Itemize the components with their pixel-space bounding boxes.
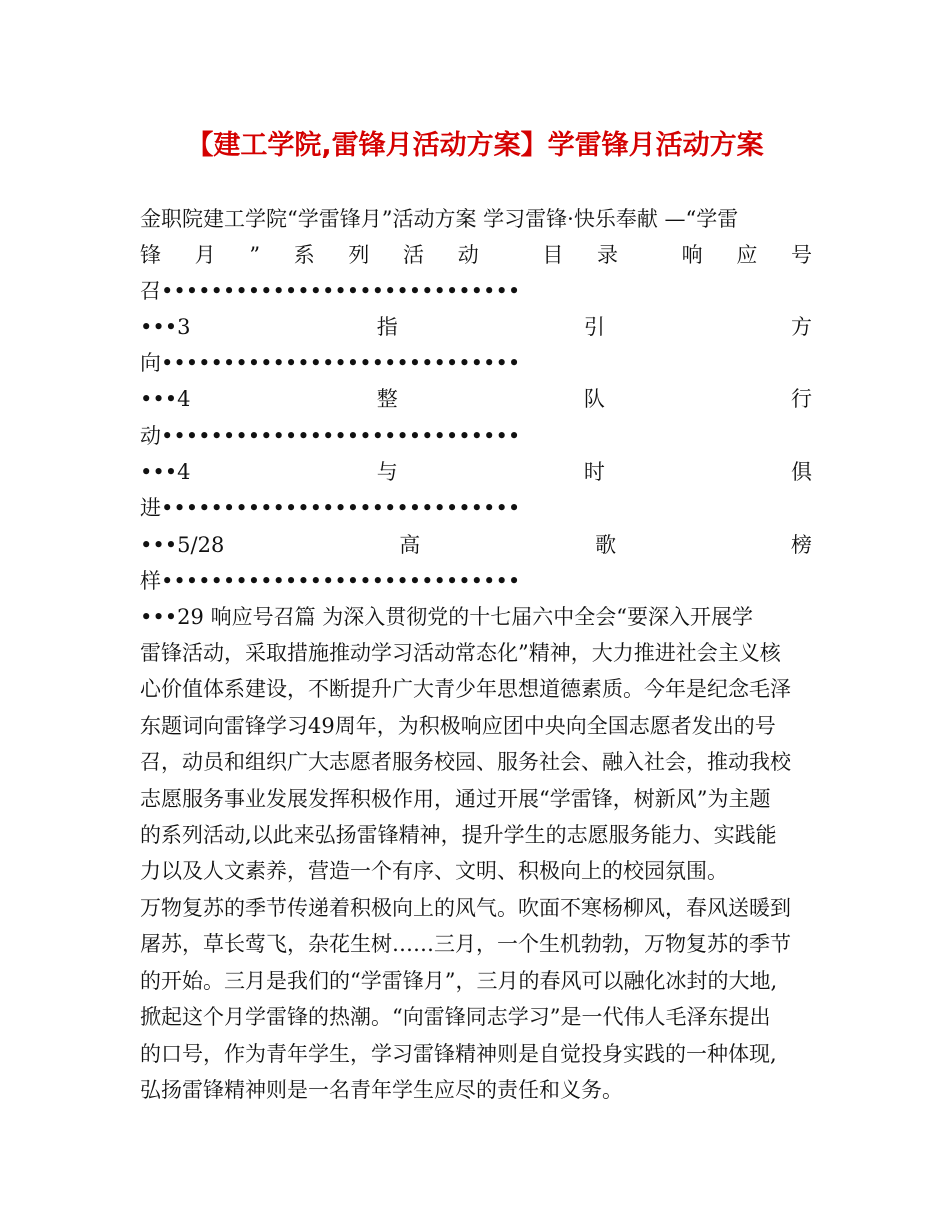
toc-heading-char: 应 [736, 243, 758, 267]
paragraph-line: 的开始。三月是我们的“学雷锋月”，三月的春风可以融化冰封的大地, [140, 968, 778, 993]
toc-heading-char: 活 [403, 243, 425, 267]
toc-entry-leader-line [140, 418, 812, 454]
toc-entry-page-line [140, 527, 812, 563]
intro-line: 金职院建工学院“学雷锋月”活动方案 学习雷锋·快乐奉献 —“学雷 [140, 207, 739, 231]
section-intro-text: 响应号召篇 为深入贯彻党的十七届六中全会“要深入开展学 [210, 605, 754, 629]
paragraph-line: 掀起这个月学雷锋的热潮。“向雷锋同志学习”是一代伟人毛泽东提出 [140, 1005, 771, 1030]
toc-entry-page-line [140, 454, 812, 490]
dot-leader: ••••••••••••••••••••••••••••• [161, 424, 521, 448]
toc-heading-char: 系 [293, 243, 315, 267]
toc-heading-char: 锋 [140, 243, 161, 267]
toc-heading-char: 录 [597, 243, 618, 267]
paragraph-line: 东题词向雷锋学习49周年，为积极响应团中央向全国志愿者发出的号 [140, 713, 776, 738]
toc-heading-char: 列 [348, 243, 370, 267]
toc-entry-page-line [140, 309, 812, 345]
toc-entry-leader-line [140, 563, 812, 599]
paragraph-line: 雷锋活动，采取措施推动学习活动常态化”精神，大力推进社会主义核 [140, 641, 781, 665]
toc-next-char: 榜 [790, 533, 812, 557]
toc-next-char: 与 [376, 460, 398, 484]
paragraph-line: 心价值体系建设，不断提升广大青少年思想道德素质。今年是纪念毛泽 [140, 677, 791, 702]
paragraph-line: 弘扬雷锋精神则是一名青年学生应尽的责任和义务。 [140, 1078, 623, 1103]
toc-page-number: 4 [177, 460, 191, 484]
dot-prefix: ••• [140, 533, 178, 557]
toc-next-char: 歌 [595, 533, 617, 557]
dot-prefix: ••• [140, 460, 178, 484]
toc-heading-char: 目 [542, 243, 564, 267]
paragraph-line: 万物复苏的季节传递着积极向上的风气。吹面不寒杨柳风，春风送暖到 [140, 896, 791, 920]
paragraph-1 [140, 635, 820, 890]
document-title: 【建工学院,雷锋月活动方案】学雷锋月活动方案 [186, 130, 764, 161]
dot-leader: ••••••••••••••••••••••••••••• [161, 351, 521, 375]
paragraph-line: 力以及人文素养，营造一个有序、文明、积极向上的校园氛围。 [140, 859, 728, 884]
toc-next-char: 时 [583, 460, 605, 484]
toc-next-char: 方 [790, 315, 812, 339]
dot-leader: ••••••••••••••••••••••••••••• [161, 569, 521, 593]
paragraph-2 [140, 890, 820, 1108]
toc-next-char: 高 [399, 533, 421, 557]
paragraph-line: 志愿服务事业发展发挥积极作用，通过开展“学雷锋，树新风”为主题 [140, 786, 771, 811]
toc-heading-char: 响 [681, 243, 703, 267]
toc-next-char: 引 [583, 315, 605, 339]
toc-entry-page-line [140, 599, 812, 635]
toc-next-char: 行 [790, 387, 812, 411]
dot-prefix: ••• [140, 387, 178, 411]
toc-heading-line [140, 237, 812, 273]
toc-heading-char: 动 [457, 243, 479, 267]
toc-entry-lead: 样 [140, 569, 161, 593]
toc-next-char: 整 [376, 387, 398, 411]
paragraph-line: 召，动员和组织广大志愿者服务校园、服务社会、融入社会，推动我校 [140, 750, 791, 775]
dot-leader: ••••••••••••••••••••••••••••• [161, 279, 521, 303]
toc-entry-lead: 动 [140, 424, 161, 448]
paragraph-line: 的系列活动,以此来弘扬雷锋精神，提升学生的志愿服务能力、实践能 [140, 823, 777, 848]
toc-next-char: 俱 [790, 460, 812, 484]
toc-entry-lead: 召 [140, 279, 161, 303]
paragraph-line: 屠苏，草长莺飞，杂花生树……三月，一个生机勃勃，万物复苏的季节 [140, 932, 791, 957]
toc-page-number: 3 [177, 315, 191, 339]
toc-next-char: 队 [583, 387, 605, 411]
toc-heading-char: 号 [790, 243, 812, 267]
toc-entry-leader-line [140, 273, 812, 309]
toc-page-number: 4 [177, 387, 191, 411]
dot-leader: ••••••••••••••••••••••••••••• [161, 496, 521, 520]
toc-page-number: 29 [177, 605, 204, 629]
toc-entry-leader-line [140, 490, 812, 526]
toc-entry-page-line [140, 381, 812, 417]
paragraph-line: 的口号，作为青年学生，学习雷锋精神则是自觉投身实践的一种体现, [140, 1041, 777, 1066]
toc-heading-char: 月 [194, 243, 216, 267]
toc-entry-lead: 进 [140, 496, 161, 520]
toc-entry-leader-line [140, 345, 812, 381]
dot-prefix: ••• [140, 315, 178, 339]
toc-page-number: 5/28 [177, 533, 225, 557]
toc-next-char: 指 [376, 315, 398, 339]
toc-heading-char: ” [249, 243, 261, 267]
dot-prefix: ••• [140, 605, 178, 629]
toc-entry-lead: 向 [140, 351, 161, 375]
